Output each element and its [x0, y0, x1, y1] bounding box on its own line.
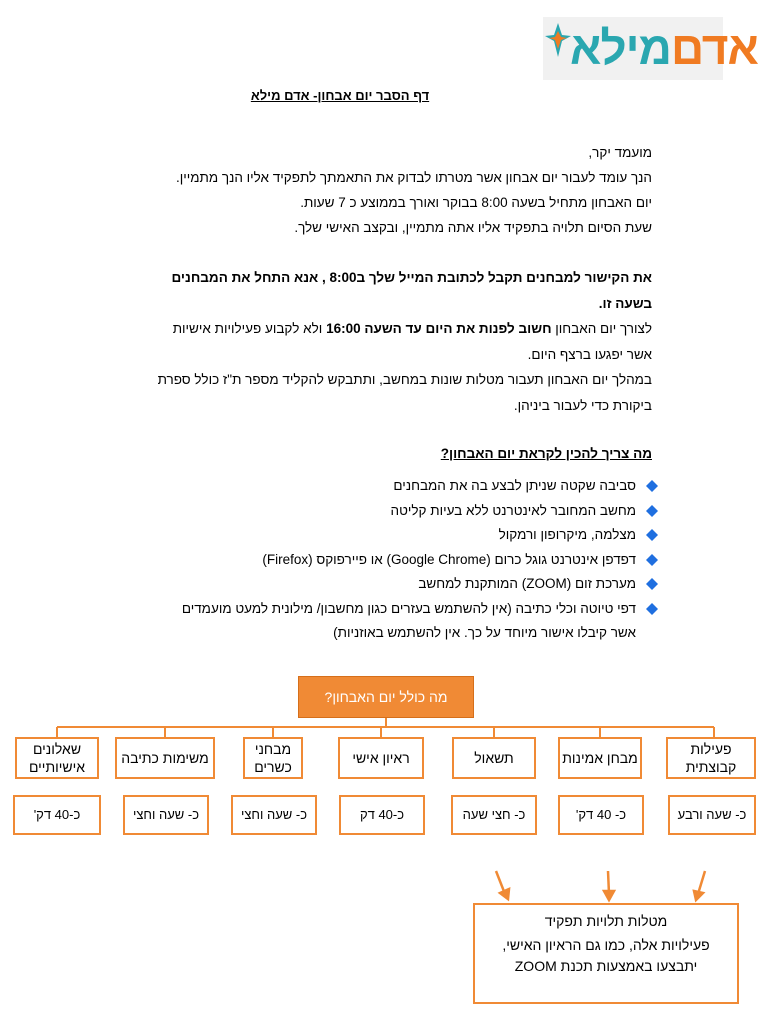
duration-box: כ-40 דק': [13, 795, 101, 835]
instructions-bold-line: את הקישור למבחנים תקבל לכתובת המייל שלך ב8:00 , אנא התחל את המבחנים: [171, 270, 652, 285]
list-item-text: מצלמה, מיקרופון ורמקול: [498, 527, 636, 542]
list-item-text: דפי טיוטה וכלי כתיבה (אין להשתמש בעזרים כגון מחשבון/ מילונית למעט מועמדים: [181, 600, 636, 616]
activity-box: פעילות קבוצתית: [666, 737, 756, 779]
list-item-text: דפדפן אינטרנט גוגל כרום (Google Chrome) או פיירפוקס (Firefox): [262, 551, 636, 567]
duration-box: כ- חצי שעה: [451, 795, 537, 835]
duration-box: כ-40 דק: [339, 795, 425, 835]
logo-word-adam: אדם: [670, 22, 758, 74]
intro-line: שעת הסיום תלויה בתפקיד אליו אתה מתמיין, ובקצב האישי שלך.: [294, 220, 652, 235]
activity-box: מבחני כשרים: [243, 737, 303, 779]
logo-word-mila: מילא: [570, 22, 671, 74]
activity-box: ראיון אישי: [338, 737, 424, 779]
duration-box: כ- שעה וחצי: [123, 795, 209, 835]
note-title: מטלות תלויות תפקיד: [544, 913, 668, 929]
arrows: [496, 871, 705, 900]
page-title: דף הסבר יום אבחון- אדם מילא: [250, 88, 430, 103]
duration-box: כ- שעה ורבע: [668, 795, 756, 835]
prep-heading: מה צריך להכין לקראת יום האבחון?: [440, 446, 652, 461]
instructions-line: אשר יפגעו ברצף היום.: [527, 346, 652, 362]
instructions-bold-line: בשעה זו.: [598, 295, 652, 311]
activity-box: שאלונים אישיותיים: [15, 737, 99, 779]
chart-root-box: מה כולל יום האבחון?: [298, 676, 474, 718]
list-item-text: סביבה שקטה שניתן לבצע בה את המבחנים: [393, 478, 636, 493]
intro-line: הנך עומד לעבור יום אבחון אשר מטרתו לבדוק את התאמתך לתפקיד אליו הנך מתמיין.: [175, 170, 652, 185]
instructions-line: במהלך יום האבחון תעבור מטלות שונות במחשב, ותתבקש להקליד מספר ת"ז כולל ספרת: [157, 372, 652, 387]
activity-box: מבחן אמינות: [558, 737, 642, 779]
activity-box: תשאול: [452, 737, 536, 779]
intro-line: מועמד יקר,: [588, 145, 652, 160]
role-dependent-note: [473, 903, 739, 1004]
note-body: פעילויות אלה, כמו גם הראיון האישי, יתבצעו באמצעות תכנת ZOOM: [502, 937, 710, 974]
list-item-continuation: אשר קיבלו אישור מיוחד על כך. אין להשתמש באוזניות): [333, 625, 636, 640]
activity-box: משימות כתיבה: [115, 737, 215, 779]
instructions-emphasis: חשוב לפנות את היום עד השעה 16:00: [326, 321, 552, 336]
instructions-line: ביקורת כדי לעבור ביניהן.: [513, 397, 652, 413]
list-item-text: מערכת זום (ZOOM) המותקנת למחשב: [418, 576, 636, 591]
intro-line: יום האבחון מתחיל בשעה 8:00 בבוקר ואורך בממוצע כ 7 שעות.: [300, 195, 652, 210]
instructions-text: ולא לקבוע פעילויות אישיות: [172, 321, 327, 336]
list-item-text: מחשב המחובר לאינטרנט ללא בעיות קליטה: [390, 502, 636, 518]
duration-box: כ- שעה וחצי: [231, 795, 317, 835]
duration-box: כ- 40 דק': [558, 795, 644, 835]
instructions-text: לצורך יום האבחון: [551, 321, 652, 336]
